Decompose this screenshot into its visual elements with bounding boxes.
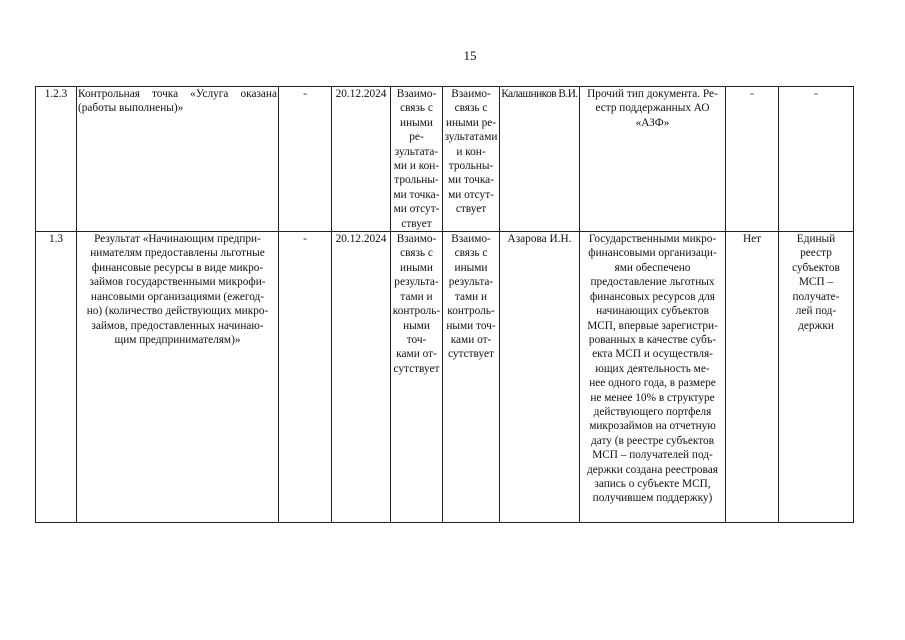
- info-system-cell: -: [779, 87, 854, 232]
- end-date-cell: 20.12.2024: [332, 232, 391, 523]
- successors-cell: Взаимо- связь с иными ре- зультатами и кон- трольны- ми точка- ми отсут- ствует: [443, 87, 500, 232]
- predecessors-cell: Взаимо- связь с иными результа- тами и контроль- ными точ- ками от- сутствует: [391, 232, 443, 523]
- level-cell: -: [726, 87, 779, 232]
- result-document-cell: Прочий тип документа. Ре- естр поддержанных АО «АЗФ»: [580, 87, 726, 232]
- start-date-cell: -: [279, 87, 332, 232]
- result-document-cell: Государственными микро- финансовыми организаци- ями обеспечено предоставление льготных финансовых ресурсов для начинающих субъектов МСП, впервые зарегистри- рованных в качестве субъ- екта МСП и осуществля- ющих деятельность ме- нее одного года, в размере не менее 10% в структуре действующего портфеля микрозаймов на отчетную дату (в реестре субъектов МСП – получателей под- держки создана реестровая запись о субъекте МСП, получившем поддержку): [580, 232, 726, 523]
- successors-cell: Взаимо- связь с иными результа- тами и контроль- ными точ- ками от- сутствует: [443, 232, 500, 523]
- start-date-cell: -: [279, 232, 332, 523]
- row-number-cell: 1.2.3: [36, 87, 77, 232]
- plan-table: [35, 86, 854, 523]
- table-row: [36, 87, 854, 232]
- predecessors-cell: Взаимо- связь с иными ре- зультата- ми и кон- трольны- ми точка- ми отсут- ствует: [391, 87, 443, 232]
- responsible-cell: Калашников В.И.: [500, 87, 580, 232]
- responsible-cell: Азарова И.Н.: [500, 232, 580, 523]
- page-number: 15: [463, 48, 477, 63]
- level-cell: Нет: [726, 232, 779, 523]
- table-row: [36, 232, 854, 523]
- name-cell: Результат «Начинающим предпри- нимателям предоставлены льготные финансовые ресурсы в виде микро- займов государственными микрофи- нансовыми организациями (ежегод- но) (количество действующих микро- займов, предоставленных начинаю- щим предпринимателям)»: [77, 232, 279, 523]
- end-date-cell: 20.12.2024: [332, 87, 391, 232]
- name-cell: Контрольная точка «Услуга оказана (работы выполнены)»: [77, 87, 279, 232]
- info-system-cell: Единый реестр субъектов МСП – получате- лей под- держки: [779, 232, 854, 523]
- row-number-cell: 1.3: [36, 232, 77, 523]
